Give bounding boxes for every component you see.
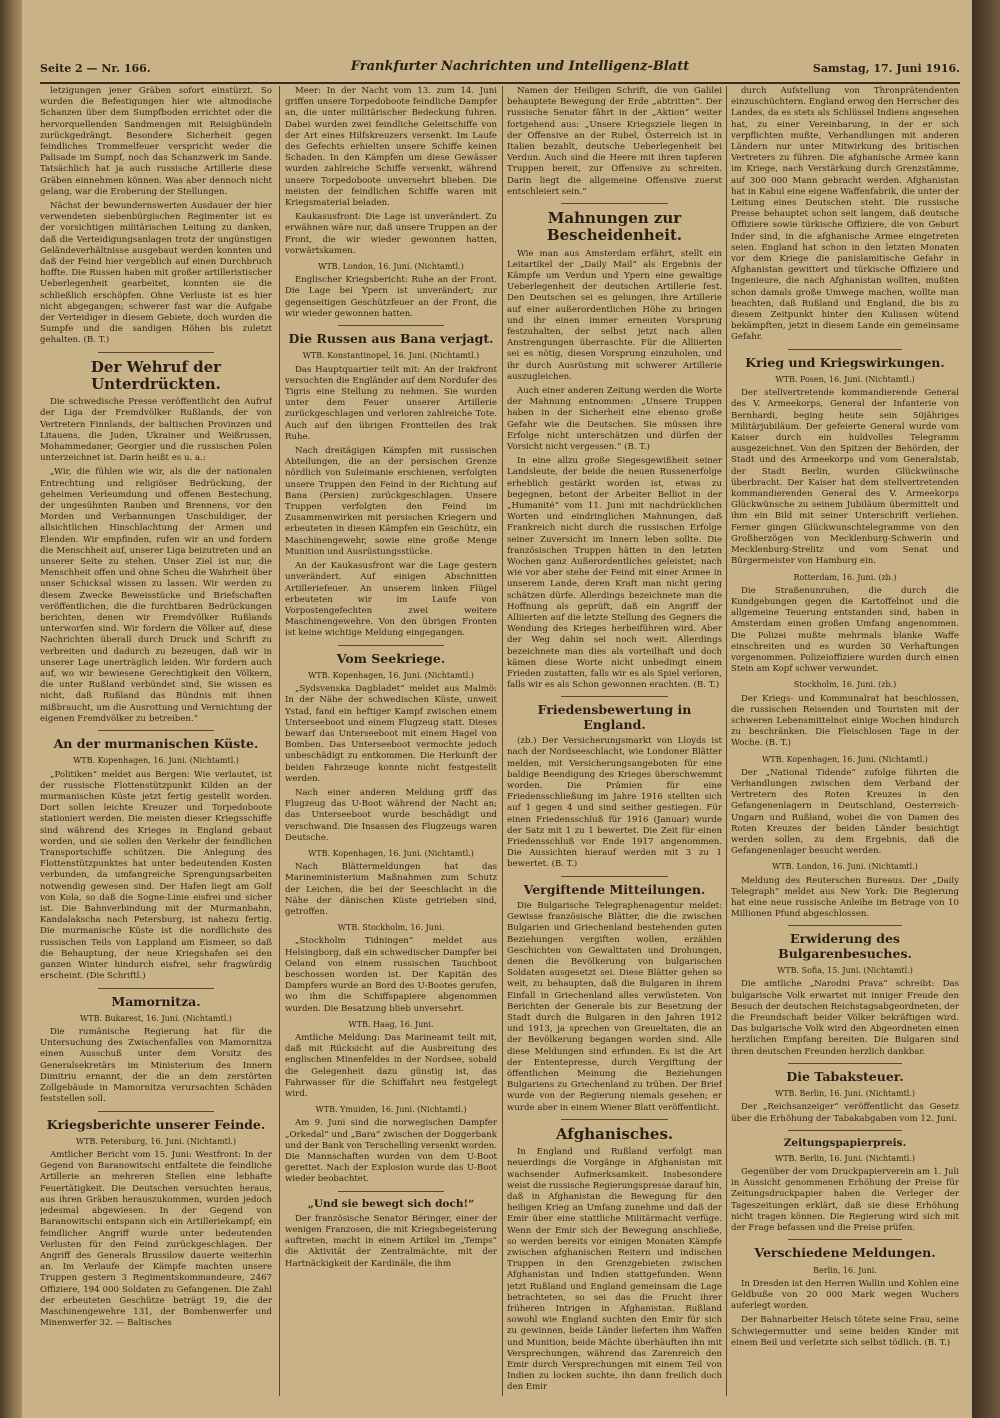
article-dateline: WTB. Konstantinopel, 16. Juni. (Nichtamtl.) xyxy=(302,351,480,361)
article-paragraph: Die amtliche „Narodni Prava“ schreibt: Das bulgarische Volk erwartet mit inniger Freude den Besuch der deutschen Reichstagsabgeordneten, der die Freundschaft beider Völker bekräftigen wird. Das bulgarische Volk wird den Abgeordneten einen herzlichen Empfang bereiten. Die Bulgaren sind ihren deutschen Freunden herzlich dankbar. xyxy=(731,979,959,1057)
article xyxy=(285,848,497,918)
article-headline: Afghanisches. xyxy=(555,1124,674,1143)
article-headline: Der Wehruf der Unterdrückten. xyxy=(90,357,222,393)
column-rule xyxy=(726,86,727,1396)
article-separator xyxy=(788,925,902,926)
article-dateline: WTB. Berlin, 16. Juni. (Nichtamtl.) xyxy=(774,1153,916,1163)
article xyxy=(40,737,272,982)
article xyxy=(731,932,959,1057)
article xyxy=(285,1019,497,1100)
article-paragraph: In eine allzu große Siegesgewißheit seiner Landsleute, der beide die neuen Russenerfolge erheblich gestärkt worden ist, etwas zu begegnen, betont der Arbeiter Belliot in der „Humanité“ vom 11. Juni mit nachdrücklichen Worten und eindringlichen Mahnungen, daß Frankreich nicht durch die russischen Erfolge seiner Zuversicht im Innern leben sollte. Die französischen Truppen hätten in den letzten Wochen ganz Außerordentliches geleistet; nach wie vor aber stehe der Feind mit einer Armee in unserem Lande, deren Kraft man nicht gering schätzen dürfe. Allerdings bezeichnete man die Hoffnung als geprüft, daß ein Angriff der Alliierten auf die letzte Stellung des Gegners die Wendung des Krieges herbeiführen wird. Aber der Weg dahin sei noch weit. Allerdings bezeichnete man dies als vorteilhaft und doch kämen diese Worte nicht unbedingt einem Frieden zustatten, falls wir es als Spiel verloren, falls wir es als Schon gewonnen erachten. (B. T.) xyxy=(507,456,722,691)
column-rule xyxy=(279,86,280,1396)
article-dateline: WTB. Haag, 16. Juni. xyxy=(348,1019,434,1029)
article xyxy=(731,1137,959,1234)
article-paragraph: Meer: In der Nacht vom 13. zum 14. Juni griffen unsere Torpedoboote feindliche Dampfer an, die unter militärischer Bedeckung fuhren. Dabei wurden zwei feindliche Geleitschiffe von der Art eines Hilfskreuzers versenkt. Im Laufe des Gefechts erhielten unsere Schiffe keinen Schaden. In den Kämpfen um diese Gewässer wurden zahlreiche Schiffe versenkt, während unsere Torpedoboote unversehrt blieben. Die meisten der feindlichen Schiffe waren mit Kriegsmaterial beladen. xyxy=(285,86,497,209)
article-separator xyxy=(788,1239,902,1240)
article xyxy=(285,261,497,320)
article-headline: Friedensbewertung in England. xyxy=(537,702,692,732)
article xyxy=(731,754,959,858)
article-paragraph: Das Hauptquartier teilt mit: An der Irakfront versuchten die Engländer auf dem Nordufer des Tigris eine Stellung zu nehmen. Sie wurden unter dem Feuer unserer Artillerie zurückgeschlagen und verloren zahlreiche Tote. Auch auf den übrigen Frontteilen des Irak Ruhe. xyxy=(285,364,497,442)
article-paragraph: Die rumänische Regierung hat für die Untersuchung des Zwischenfalles von Mamornitza einen Ausschuß unter dem Vorsitz des Generalsekretärs im Ministerium des Innern Dimitriu ernannt, der die an dem zerstörten Zollgebäude in Mamornitza verursachten Schäden feststellen soll. xyxy=(40,1027,272,1105)
article-paragraph: Der stellvertretende kommandierende General des V. Armeekorps, General der Infanterie von Bernhardi, beging heute sein 50jähriges Militärjubiläum. Der gefeierte General wurde vom Kaiser durch ein huldvolles Telegramm ausgezeichnet. Von den Spitzen der Behörden, der Stadt und des Armeekorps und vom Generalstab, der Stadt Berlin, wurden Glückwünsche überbracht. Der Kaiser hat dem stellvertretenden kommandierenden General des V. Armeekorps Glückwünsche zu seinem Jubiläum übermittelt und ihm ein Bild mit seiner Unterschrift verliehen. Ferner gingen Glückwunschtelegramme von den Großherzögen von Mecklenburg-Schwerin und Mecklenburg-Strelitz und vom Senat und Bürgermeister von Hamburg ein. xyxy=(731,388,959,567)
article-separator xyxy=(338,1191,444,1192)
column-4 xyxy=(731,86,959,1396)
article-paragraph: Namen der Heiligen Schrift, die von Galilei behauptete Bewegung der Erde „abtritten“. Der russische Senator fährt in der „Aktion“ weiter fortgehend aus: „Unsere Kriegsziele liegen in der Offensive an der Rubel, Österreich ist in Italien bezahlt, deutsche Ueberlegenheit bei Verdun. Auch sind die Heere mit ihren tapferen Truppen bereit, zur Offensive zu schreiten. Darin liegt die allgemeine Offensive zuerst entschleiert sein.“ xyxy=(507,86,722,197)
page-number: Seite 2 — Nr. 166. xyxy=(40,62,151,75)
issue-date: Samstag, 17. Juni 1916. xyxy=(812,62,960,75)
article-dateline: WTB. London, 16. Juni. (Nichtamtl.) xyxy=(318,262,464,272)
article-dateline: WTB. Berlin, 16. Juni. (Nichtamtl.) xyxy=(774,1089,916,1099)
article-dateline: WTB. London, 16. Juni. (Nichtamtl.) xyxy=(772,862,918,872)
article-dateline: WTB. Kopenhagen, 16. Juni. (Nichtamtl.) xyxy=(308,848,474,858)
article xyxy=(285,1104,497,1185)
column-3 xyxy=(507,86,722,1396)
article xyxy=(507,86,722,198)
article-separator xyxy=(561,1119,669,1120)
article-paragraph: Nach Blättermeldungen hat das Marineministerium Maßnahmen zum Schutz der Leichen, die bei der Seeschlacht in die Nähe der dänischen Küste getrieben sind, getroffen. xyxy=(285,862,497,917)
article-paragraph: In England und Rußland verfolgt man neuerdings die Vorgänge in Afghanistan mit wachsender Aufmerksamkeit. Insbesondere weist die russische Regierungspresse darauf hin, daß in Afghanistan die Bewegung für den heiligen Krieg an Umfang zunehme und daß der Emir über eine stattliche Militärmacht verfüge. Wenn der Emir sich der Bewegung anschließe, so werden bereits vor einigen Monaten Kämpfe zwischen afghanischen Reitern und indischen Truppen in den Grenzgebieten zwischen Afghanistan und Indien stattgefunden. Wenn jetzt Rußland und England gemeinsam die Lage betrachteten, so sei das die Frucht ihrer früheren Intrigen in Afghanistan. Rußland sowohl wie England suchten den Emir für sich zu gewinnen, beide Länder lieferten ihm Waffen und Munition, beide Mächte überhäuften ihn mit Versprechungen, während das Zarenreich den Emir durch Versprechungen mit einem Teil von Indien zu locken suchte, ihn dann freilich doch den Emir xyxy=(507,1147,722,1393)
article-dateline: WTB. Posen, 16. Juni. (Nichtamtl.) xyxy=(775,375,915,385)
article-paragraph: Am 9. Juni sind die norwegischen Dampfer „Orkedal“ und „Bara“ zwischen der Doggerbank und der Bank von Terschelling versenkt worden. Die Mannschaften wurden von dem U-Boot gerettet. Nach der Explosion wurde das U-Boot wieder beobachtet. xyxy=(285,1118,497,1185)
article-headline: Vergiftende Mitteilungen. xyxy=(523,881,706,897)
article-headline: Mahnungen zur Bescheidenheit. xyxy=(546,209,683,245)
article-separator xyxy=(788,1063,902,1064)
article-paragraph: „Sydsvenska Dagbladet“ meldet aus Malmö: In der Nähe der schwedischen Küste, unweit Ystad, fand ein heftiger Kampf zwischen einem Unterseeboot und einem Flugzeug statt. Dieses bewarf das Unterseeboot mit einem Hagel von Bomben. Das Unterseeboot vermochte jedoch unbeschädigt zu entkommen. Die Herkunft der beiden Fahrzeuge konnte nicht festgestellt werden. xyxy=(285,684,497,784)
column-rule xyxy=(502,86,503,1396)
article-paragraph: „Stockholm Tidningen“ meldet aus Helsingborg, daß ein schwedischer Dampfer bei Oeland von einem russischen Tauchboot beschossen worden ist. Der Kapitän des Dampfers wurde an Bord des U-Bootes gerufen, wo ihm die Schiffspapiere abgenommen wurden. Die Besatzung blieb unversehrt. xyxy=(285,936,497,1014)
article-dateline: WTB. Petersburg, 16. Juni. (Nichtamtl.) xyxy=(75,1136,237,1146)
article-paragraph: Der „National Tidende“ zufolge führten die Verhandlungen zwischen dem Verband der Vertretern des Roten Kreuzes in den Gefangenenlagern in Deutschland, Oesterreich-Ungarn und Rußland, wobei die von Damen des Roten Kreuzes der beiden Länder besichtigt werden sollen, zu dem Ergebnis, daß die Gefangenenlager besucht werden. xyxy=(731,767,959,857)
article-dateline: WTB. Stockholm, 16. Juni. xyxy=(337,923,445,933)
article-paragraph: In Dresden ist den Herren Wallin und Kohlen eine Geldbuße von 20 000 Mark wegen Wuchers auferlegt worden. xyxy=(731,1278,959,1312)
article-headline: Verschiedene Meldungen. xyxy=(754,1245,936,1261)
article-headline: An der murmanischen Küste. xyxy=(53,736,259,752)
article-paragraph: Nächst der bewundernswerten Ausdauer der hier verwendeten siebenbürgischen Regimenter ist es der vorsichtigen militärischen Leitung zu danken, daß die Verteidigungsanlagen trotz der ungünstigen Geländeverhältnisse ausgebaut werden konnten und daß der Feind hier vergeblich auf einen Durchbruch hoffte. Die Russen haben mit großer artilleristischer Ueberlegenheit gearbeitet, konnten sie die schließlich erschöpfen. Ohne Verluste ist es hier nicht abgegangen; schwerer fast war die Aufgabe der Verteidiger in diesem Gebiete, doch wurden die Sumpfe und die sandigen Höhen bis zuletzt gehalten. (B. T.) xyxy=(40,201,272,346)
article-dateline: Rotterdam, 16. Juni. (zb.) xyxy=(793,572,897,582)
article-paragraph: Die schwedische Presse veröffentlicht den Aufruf der Liga der Fremdvölker Rußlands, der von Vertretern Finnlands, der baltischen Provinzen und Litauens, die Juden, Ukrainer und Weißrussen, Mohammedaner, Georgier und die russischen Polen unterzeichnet ist. Darin heißt es u. a.: xyxy=(40,397,272,464)
article-paragraph: An der Kaukasusfront war die Lage gestern unverändert. Auf einigen Abschnitten Artilleriefeuer. An unserem linken Flügel erbeuteten wir im Laufe von Vorpostengefechten zwei weitere Maschinengewehre. Von den übrigen Fronten ist keine wichtige Meldung eingegangen. xyxy=(285,561,497,639)
article xyxy=(507,210,722,691)
article-paragraph: Nach einer anderen Meldung griff das Flugzeug das U-Boot während der Nacht an; das Unterseeboot wurde beschädigt und verschwand. Die Insassen des Flugzeugs waren Deutsche. xyxy=(285,787,497,843)
article-separator xyxy=(338,325,444,326)
article-paragraph: Englischer Kriegsbericht: Ruhe an der Front. Die Lage bei Ypern ist unverändert; zur gegenseitigen Geschützfeuer an der Front, die wir wieder gewonnen hatten. xyxy=(285,275,497,319)
article-separator xyxy=(788,349,902,350)
article xyxy=(731,86,959,344)
article-headline: „Und sie bewegt sich doch!“ xyxy=(307,1197,475,1210)
article-dateline: WTB. Kopenhagen, 16. Juni. (Nichtamtl.) xyxy=(73,756,239,766)
article xyxy=(731,861,959,920)
column-2 xyxy=(285,86,497,1396)
article xyxy=(40,359,272,725)
article-paragraph: Nach dreitägigen Kämpfen mit russischen Abteilungen, die an der persischen Grenze nördlich von Suleimanie erschienen, verfolgten unsere Truppen den Feind in der Richtung auf Bana (Persien) zurückgeschlagen. Unsere Truppen verfolgten den Feind im Zusammenwirken mit persischen Kriegern und erbeuteten in diesen Kämpfen ein Geschütz, ein Maschinengewehr, sowie eine große Menge Munition und Ausrüstungsstücke. xyxy=(285,446,497,557)
article-paragraph: Gegenüber der vom Druckpapierverein am 1. Juli in Aussicht genommenen Erhöhung der Preise für Zeitungsdruckpapier haben die Verleger der Tageszeitungen erklärt, daß sie diese Erhöhung nicht tragen können. Die Regierung wird sich mit der Frage befassen und die Preise prüfen. xyxy=(731,1167,959,1234)
article-separator xyxy=(561,203,669,204)
article-paragraph: „Politiken“ meldet aus Bergen: Wie verlautet, ist der russische Flottenstützpunkt Kilden an der murmanischen Küste jetzt fertig gestellt worden. Dort sollen leichte Kreuzer und Torpedoboote stationiert werden. Die meisten dieser Kriegsschiffe sind während des Krieges in England gebaut worden, und sie sollen den Verkehr der feindlichen Transportschiffe schützen. Die Anlegung des Flottenstützpunktes hat unter bedeutenden Kosten verbunden, da umfangreiche Sprengungsarbeiten notwendig gewesen sind. Der Hafen liegt am Golf von Kola, so daß die Sogne-Linie eisfrei und sicher ist. Die Bahnverbindung mit der Murmanbahn, Kandalakscha nach Petersburg, ist nahezu fertig. Die murmanische Küste ist die nordlichste des russischen Teils von Lappland am Eismeer, so daß die Behauptung, der neue Kriegshafen sei den ganzen Winter hindurch eisfrei, sehr fragwürdig erscheint. (Die Schriftl.) xyxy=(40,769,272,982)
next-page-edge xyxy=(972,0,1000,1418)
article-dateline: WTB. Bukarest, 16. Juni. (Nichtamtl.) xyxy=(80,1013,232,1023)
article-dateline: Berlin, 16. Juni. xyxy=(813,1265,877,1275)
masthead-title: Frankfurter Nachrichten und Intelligenz-Blatt xyxy=(350,59,690,74)
article xyxy=(507,1126,722,1394)
article xyxy=(285,922,497,1015)
article-separator xyxy=(561,696,669,697)
article-separator xyxy=(561,876,669,877)
article-headline: Vom Seekriege. xyxy=(336,650,446,666)
article-headline: Zeitungspapierpreis. xyxy=(783,1136,907,1149)
article-headline: Mamornitza. xyxy=(111,993,201,1009)
article-paragraph: Der Bahnarbeiter Heisch tötete seine Frau, seine Schwiegermutter und seine beiden Kinder mit einem Beil und verletzte sich selbst tödlich. (B. T.) xyxy=(731,1315,959,1348)
article-paragraph: Wie man aus Amsterdam erfährt, stellt ein Leitartikel der „Daily Mail“ als Ergebnis der Kämpfe um Verdun und Ypern eine gewaltige Ueberlegenheit der deutschen Artillerie fest. Den Deutschen sei es gelungen, ihre Artillerie auf einer außerordentlichen Höhe zu bringen und ihr einen immer erneuten Vorsprung festzuhalten, der selbst jetzt nach allen Anstrengungen überraschte. Für die Alliierten sei es nötig, diesen Vorsprung einzuholen, und ihr durch Ausrüstung mit schwerer Artillerie auszugleichen. xyxy=(507,248,722,382)
article-dateline: Stockholm, 16. Juni. (zb.) xyxy=(793,680,897,690)
article xyxy=(40,995,272,1106)
article-paragraph: Amtliche Meldung: Das Marineamt teilt mit, daß mit Rücksicht auf die Ausbreitung des englischen Minenfeldes in der Nordsee, sobald die Gelegenheit dazu günstig ist, das Fahrwasser für die Schiffahrt neu festgelegt wird. xyxy=(285,1032,497,1099)
article xyxy=(731,1246,959,1349)
article-paragraph: Der „Reichsanzeiger“ veröffentlicht das Gesetz über die Erhöhung der Tabakabgaben vom 12. Juni. xyxy=(731,1102,959,1124)
article-paragraph: Die Straßenunruhen, die durch die Kundgebungen gegen die Kartoffelnot und die allgemeine Teuerung entstanden sind, haben in Amsterdam einen großen Umfang angenommen. Die Polizei mußte mehrmals blanke Waffe einschreiten und es wurden 30 Verhaftungen vorgenommen. Polizeioffiziere wurden durch einen Stein am Kopf schwer verwundet. xyxy=(731,585,959,675)
article-paragraph: Der französische Senator Béringer, einer der wenigen Franzosen, die mit Kriegsbegeisterung auftreten, macht in einem Artikel im „Temps“ die Aktivität der Zentralmächte, mit der Hartnäckigkeit der Kardinäle, die ihm xyxy=(285,1213,497,1269)
article-paragraph: letzigungen jener Gräben sofort einstürzt. So wurden die Befestigungen hier wie altmodische Schanzen über dem Sumpfboden errichtet oder die hervorquellenden Sandmengen mit Reisigbündeln zurückgedrängt. Besondere Sicherheit gegen feindliches Trommelfeuer verspricht weder die Palisade im Sumpf, noch das Schanzwerk im Sande. Tatsächlich hat ja auch russische Artillerie diese Gräben einnehmen können. Was aber dennoch nicht gelang, war die Eroberung der Stellungen. xyxy=(40,86,272,197)
article-dateline: WTB. Kopenhagen, 16. Juni. (Nichtamtl.) xyxy=(308,670,474,680)
article-paragraph: (zb.) Der Versicherungsmarkt von Lloyds ist nach der Nordseeschlacht, wie Londoner Blätter melden, mit Versicherungsangeboten für eine baldige Beendigung des Krieges überschwemmt worden. Die Prämien für eine Friedensschließung im Jahre 1916 stellten sich auf 1 gegen 4 und sind seither gestiegen. Für einen Friedensschluß für 1916 (Januar) wurde der Satz mit 1 zu 1 bewertet. Die Zeit für einen Friedensschluß vor Ende 1917 angenommen. Die Aussichten hierauf werden mit 3 zu 1 bewertet. (B. T.) xyxy=(507,736,722,870)
article xyxy=(731,572,959,676)
article xyxy=(285,332,497,639)
article-separator xyxy=(338,645,444,646)
article-headline: Krieg und Kriegswirkungen. xyxy=(745,354,945,370)
book-spine xyxy=(0,0,22,1418)
article-dateline: WTB. Ymuiden, 16. Juni. (Nichtamtl.) xyxy=(315,1105,467,1115)
page-header xyxy=(40,58,960,84)
article-paragraph: Amtlicher Bericht vom 15. Juni: Westfront: In der Gegend von Baranowitschi entfaltete die feindliche Artillerie an mehreren Stellen eine lebhafte Feuertätigkeit. Die Deutschen versuchten heraus, aus ihren Gräben herauszukommen, wurden jedoch jedesmal abgewiesen. In der Gegend von Baranowitschi entspann sich ein Artilleriekampf; ein feindlicher Angriff wurde unter bedeutenden Verlusten für den Feind zurückgeschlagen. Der Angriff des Generals Brussilow dauerte weiterhin an. Im Verlaufe der Kämpfe machten unsere Truppen gestern 3 Regimentskommandeure, 2467 Offiziere, 194 000 Soldaten zu Gefangenen. Die Zahl der erbeuteten Geschütze beträgt 19, die der Maschinengewehre 131, der Bombenwerfer und Minenwerfer 32. — Baltisches xyxy=(40,1150,272,1329)
article-headline: Kriegsberichte unserer Feinde. xyxy=(46,1116,266,1132)
article-paragraph: Meldung des Reuterschen Bureaus. Der „Daily Telegraph“ meldet aus New York: Die Regierung hat eine neue russische Anleihe im Betrage von 10 Millionen Pfund abgeschlossen. xyxy=(731,875,959,920)
article xyxy=(285,652,497,844)
article xyxy=(507,883,722,1114)
column-1 xyxy=(40,86,272,1396)
article-headline: Die Tabaksteuer. xyxy=(786,1068,904,1084)
article-separator xyxy=(98,1111,214,1112)
article-separator xyxy=(98,730,214,731)
article-separator xyxy=(98,988,214,989)
article xyxy=(40,86,272,347)
article-dateline: WTB. Kopenhagen, 16. Juni. (Nichtamtl.) xyxy=(762,754,928,764)
article-paragraph: durch Aufstellung von Thronprätendenten einzuschüchtern. England erwog den Herrscher des Landes, da es stets als Schlüssel Indiens angesehen hat, zu einer Vereinbarung, in der er sich verpflichten mußte, Verhandlungen mit anderen Ländern nur unter Mitwirkung des britischen Vertreters zu führen. Die afghanische Armee kann im Kriege, nach Verstärkung durch Grenzstämme, auf 300 000 Mann gebracht werden. Afghanistan hat in Kabul eine eigene Waffenfabrik, die unter der Leitung eines Deutschen steht. Die russische Presse behauptet schon seit langem, daß deutsche Offiziere sowie türkische Offiziere, die von Geburt Inder sind, in die afghanische Armee eingetreten seien. England hat schon in den letzten Monaten vor dem Kriege die panislamitische Gefahr in Afghanistan gewittert und türkische Offiziere und Ingenieure, die nach Afghanistan wollten, mußten schon damals große Umwege machen, wollte man beachten, daß Rußland und England, die bis zu diesem Zeitpunkt hinter den Kulissen wütend bekämpften, jetzt in diesem Lande ein gemeinsame Gefahr. xyxy=(731,86,959,343)
article xyxy=(731,356,959,568)
article-paragraph: Der Kriegs- und Kommunalrat hat beschlossen, die russischen Reisenden und Touristen mit der schweren Lebensmittelnot einige Wochen hindurch zu beschränken. Die Fleischlosen Tage in der Woche. (B. T.) xyxy=(731,693,959,749)
article xyxy=(40,1118,272,1330)
article-paragraph: „Wir, die fühlen wie wir, als die der nationalen Entrechtung und religiöser Bedrückung, der geheimen Verleumdung und offenen Bestechung, der ungesühnten Rauben und Brennens, vor den Morden und Verbannungen Unschuldiger, der allsichtlichen Hinschlachtung der Armen und Elenden. Wir empfinden, rufen wir an und fordern die Menschheit auf, unserer Liga beizutreten und an unserer Seite zu stehen. Unser Ziel ist nur, die Menschheit offen und ohne Scheu die Wahrheit über unser Schicksal wissen zu lassen. Wir werden zu diesem Zwecke Beweisstücke und Briefschaften veröffentlichen, die die furchtbaren Bedrückungen berichten, denen wir Fremdvölker Rußlands unterworfen sind. Wir fordern die Völker auf, diese Nachrichten überall durch Druck und Schrift zu verbreiten und dadurch zu bezeugen, daß wir in unserer Lage unerträglich leiden. Wir fordern auch auf, wo wir bewiesene Gerechtigkeit den Völkern, die unter Rußland verbündet sind, Sie wissen es nicht, daß Rußland das Bündnis mit ihnen mißbraucht, um die Ausrottung und Vernichtung der eigenen Fremdvölker zu betreiben.“ xyxy=(40,467,272,724)
article-paragraph: Kaukasusfront: Die Lage ist unverändert. Zu erwähnen wäre nur, daß unsere Truppen an der Front, die wir wieder gewonnen hatten, vorwärtskamen. xyxy=(285,212,497,256)
article-paragraph: Auch einer anderen Zeitung werden die Worte der Mahnung entnommen: „Unsere Truppen haben in der Sicherheit eine ebenso große Gefahr wie die Deutschen. Sie müssen ihre Erfolge nicht unterschätzen und dürfen der Vorsicht nicht vergessen.“ (B. T.) xyxy=(507,385,722,452)
article xyxy=(285,1198,497,1270)
article xyxy=(731,1070,959,1125)
article-separator xyxy=(98,352,214,353)
article-separator xyxy=(788,1130,902,1131)
article xyxy=(507,703,722,870)
article xyxy=(731,679,959,749)
article-dateline: WTB. Sofia, 15. Juni. (Nichtamtl.) xyxy=(777,966,913,976)
article xyxy=(285,86,497,257)
article-paragraph: Die Bulgarische Telegraphenagentur meldet: Gewisse französische Blätter, die die zwischen Bulgarien und Griechenland bestehenden guten Beziehungen vergiften wollen, erzählen Geschichten von Gewalttaten und Drohungen, denen die Bevölkerung von bulgarischen Soldaten ausgesetzt sei. Diese Blätter gehen so weit, zu behaupten, daß die Bulgaren in ihrem Einfall in Griechenland alles verwüsteten. Von Berichten der Generale bis zur Besetzung der Stadt durch die Bulgaren in den Jahren 1912 und 1913, ja sprechen von Greueltaten, die an der Bevölkerung begangen worden sind. Alle diese Meldungen sind erfunden. Es ist die Art der Ententepresse, durch Vergiftung der öffentlichen Meinung die Beziehungen Bulgariens zu Griechenland zu trüben. Der Brief wurde von der Regierung niemals gesehen; er wurde aber in einem Wiener Blatt veröffentlicht. xyxy=(507,901,722,1113)
article-headline: Erwiderung des Bulgarenbesuches. xyxy=(778,931,912,961)
article-headline: Die Russen aus Bana verjagt. xyxy=(288,331,494,347)
